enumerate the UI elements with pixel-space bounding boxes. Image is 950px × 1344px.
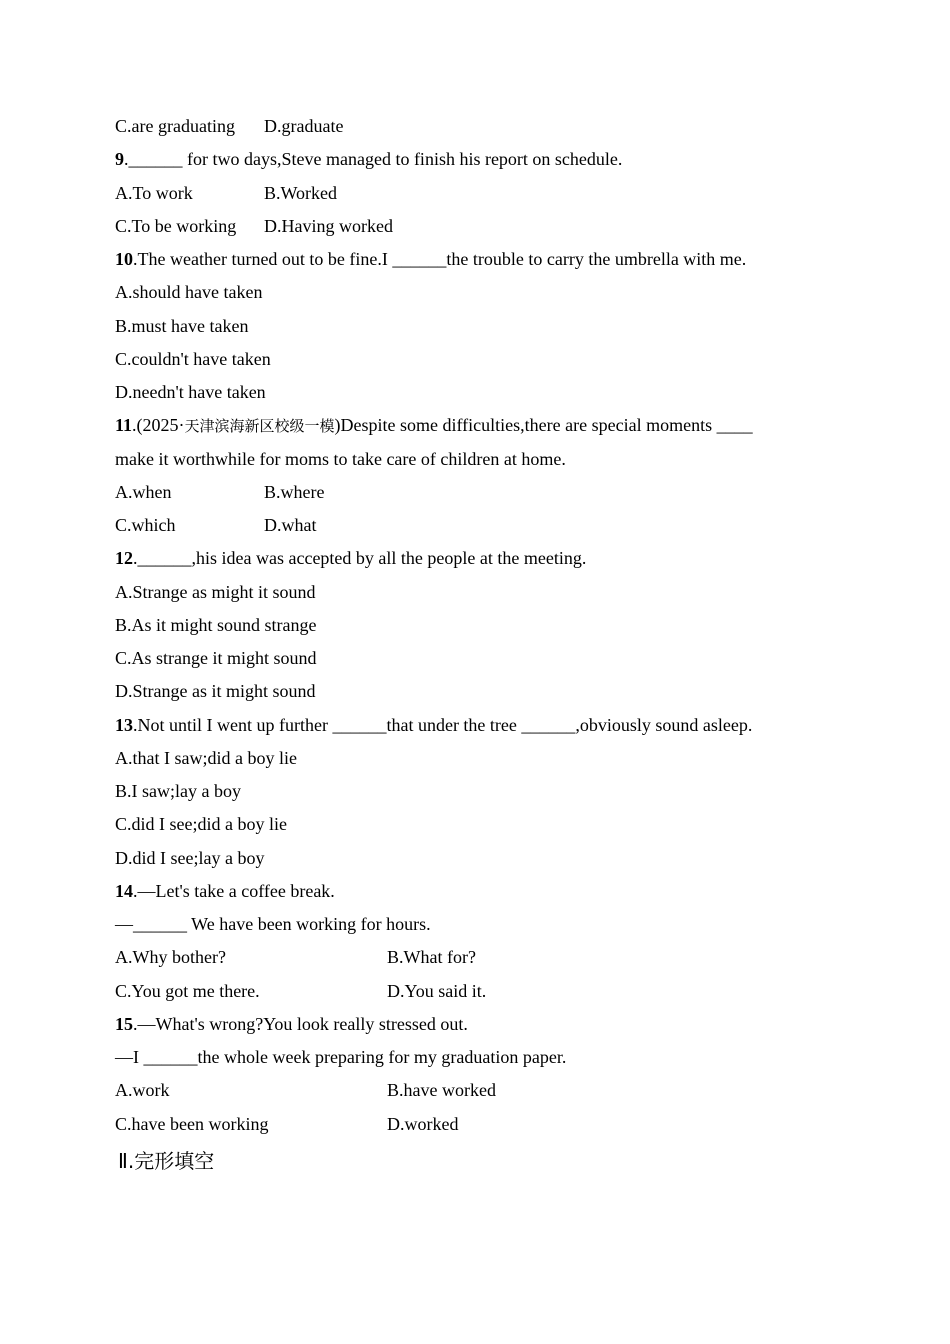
options-row [115,210,835,243]
dialogue-reply: —I ______the whole week preparing for my graduation paper. [115,1047,567,1067]
question-text: .Not until I went up further ______that under the tree ______,obviously sound asleep. [133,714,753,735]
options-row [115,110,835,143]
option-a: A.Why bother? [115,947,226,968]
option-c: C.You got me there. [115,980,260,1001]
question-text: .—Let's take a coffee break. [133,880,335,901]
option-c: C.which [115,515,176,535]
option-a: A.work [115,1080,170,1101]
question-text-continued: make it worthwhile for moms to take care of children at home. [115,448,566,469]
option-b: B.I saw;lay a boy [115,781,241,801]
question-stem [115,143,835,176]
option-d: D.You said it. [387,980,487,1001]
option-d: D.did I see;lay a boy [115,847,265,868]
question-stem [115,1008,835,1041]
question-stem [115,542,835,575]
question-list [115,110,835,1179]
option-a: A.when [115,481,172,502]
option-a: A.that I saw;did a boy lie [115,747,297,768]
option-c: C.are graduating [115,116,235,136]
options-row [115,1108,835,1141]
option-d: D.worked [387,1113,459,1134]
question-text: .The weather turned out to be fine.I ______the trouble to carry the umbrella with me. [133,249,747,269]
question-number: 12 [115,548,133,569]
question-number: 13 [115,714,133,735]
question-number: 10 [115,249,133,269]
question-text: .______,his idea was accepted by all the people at the meeting. [133,548,587,569]
option-d: D.Strange as it might sound [115,681,316,702]
option-a: A.To work [115,182,193,203]
option-d: D.needn't have taken [115,382,266,402]
question-stem [115,709,835,742]
option-b: B.where [264,481,325,502]
option-b: B.have worked [387,1080,496,1101]
options-row [115,177,835,210]
question-number: 15 [115,1013,133,1034]
question-text: Despite some difficulties,there are special moments ____ [340,415,753,436]
dialogue-reply: —______ We have been working for hours. [115,914,431,934]
option-d: D.Having worked [264,215,393,236]
option-b: B.must have taken [115,315,249,336]
options-row [115,509,835,542]
option-b: B.Worked [264,182,338,203]
option-c: C.couldn't have taken [115,348,271,369]
option-a: A.Strange as might it sound [115,581,316,602]
option-d: D.what [264,515,317,535]
question-number: 11 [115,415,133,436]
question-text: .______ for two days,Steve managed to finish his report on schedule. [124,149,623,170]
question-number: 9 [115,149,124,170]
option-c: C.To be working [115,215,237,236]
options-row [115,1074,835,1107]
question-text: .—What's wrong?You look really stressed out. [133,1013,468,1034]
option-b: B.What for? [387,947,476,968]
question-source: .(2025·天津滨海新区校级一模) [132,415,341,436]
option-c: C.As strange it might sound [115,648,317,668]
option-c: C.have been working [115,1113,269,1134]
option-a: A.should have taken [115,282,263,303]
options-row [115,476,835,509]
options-row [115,975,835,1008]
question-number: 14 [115,880,133,901]
question-stem [115,409,835,442]
option-d: D.graduate [264,116,344,136]
options-row [115,941,835,974]
option-c: C.did I see;did a boy lie [115,814,287,835]
question-stem [115,875,835,908]
section-heading: Ⅱ.完形填空 [118,1148,215,1173]
question-stem [115,243,835,276]
option-b: B.As it might sound strange [115,614,317,635]
